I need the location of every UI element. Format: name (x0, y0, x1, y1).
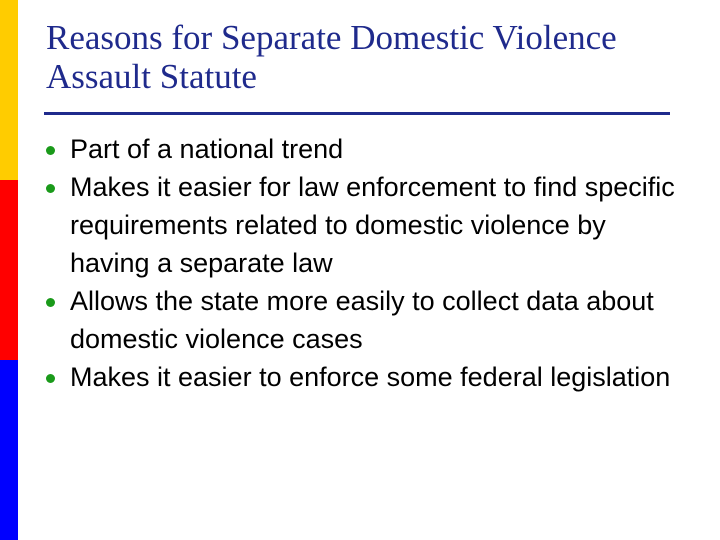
bullet-item (46, 168, 686, 282)
bullet-text: Makes it easier to enforce some federal legislation (70, 362, 671, 392)
slide-title: Reasons for Separate Domestic Violence Assault Statute (46, 18, 617, 96)
bullet-text: Allows the state more easily to collect data about domestic violence cases (70, 286, 654, 354)
bullet-item (46, 282, 686, 358)
bullet-item (46, 358, 686, 396)
side-color-bar (0, 0, 18, 540)
bullet-text: Makes it easier for law enforcement to find specific requirements related to domestic violence by having a separate law (70, 172, 675, 278)
bullet-list (46, 130, 686, 396)
title-underline (44, 112, 670, 115)
side-bar-blue-segment (0, 360, 18, 540)
bullet-text: Part of a national trend (70, 134, 344, 164)
side-bar-red-segment (0, 180, 18, 360)
bullet-dot-icon (46, 374, 55, 383)
bullet-dot-icon (46, 146, 55, 155)
bullet-dot-icon (46, 184, 55, 193)
bullet-item (46, 130, 686, 168)
side-bar-yellow-segment (0, 0, 18, 180)
bullet-dot-icon (46, 298, 55, 307)
